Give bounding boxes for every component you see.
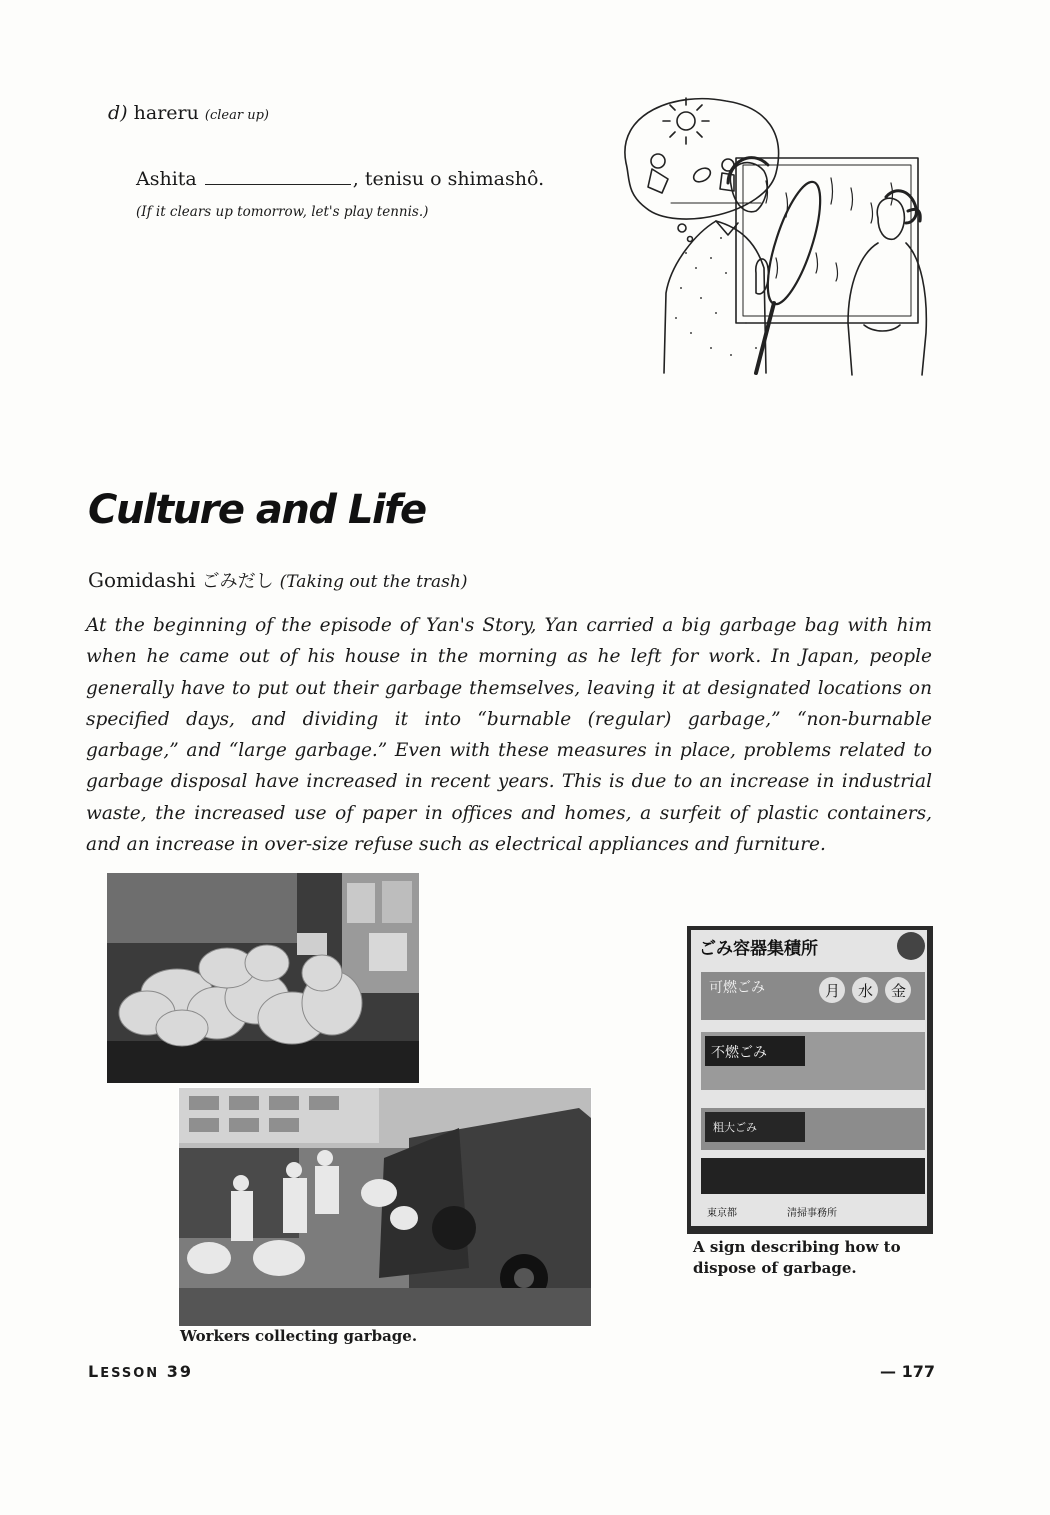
answer-blank[interactable] — [205, 166, 351, 185]
body-paragraph: At the beginning of the episode of Yan's Story, Yan carried a big garbage bag with him when he came out of his house in the morning as he left for work. In Japan, people generally have to put out their garbage themselves, leaving it at designated locations on specified days, and dividing it into “burnable (regular) garbage,” “non-burnable garbage,” and “large garbage.” Even with these measures in place, problems related to garbage disposal have increased in recent years. This is due to an increase in industrial waste, the increased use of paper in offices and homes, a surfeit of plastic containers, and an increase in over-size refuse such as electrical appliances and furniture. — [86, 615, 932, 856]
sign-nonburnable: 不燃ごみ — [711, 1045, 767, 1061]
exercise-gloss: (clear up) — [204, 108, 269, 123]
sign-title: ごみ容器集積所 — [699, 939, 818, 959]
exercise-letter: d) — [108, 102, 128, 124]
footer-lesson — [88, 1362, 193, 1381]
garbage-truck-photo — [178, 1087, 592, 1327]
exercise-word: hareru — [133, 102, 199, 124]
caption-workers: Workers collecting garbage. — [180, 1327, 418, 1345]
caption-sign: A sign describing how to dispose of garbage. — [693, 1238, 901, 1277]
sign-large: 粗大ごみ — [713, 1121, 757, 1134]
exercise-label — [108, 102, 269, 124]
subheading-english: (Taking out the trash) — [279, 572, 468, 592]
sign-issuer-2: 清掃事務所 — [787, 1208, 837, 1219]
sentence-end: , tenisu o shimashô. — [352, 168, 545, 190]
subheading-japanese: ごみだし — [201, 571, 274, 592]
footer-page-number: — 177 — [880, 1362, 935, 1381]
subheading — [88, 567, 467, 593]
section-title: Culture and Life — [88, 487, 426, 533]
exercise-sentence — [136, 166, 544, 190]
sign-day-1: 月 — [825, 982, 841, 1000]
garbage-bags-photo — [107, 873, 419, 1083]
subheading-romaji: Gomidashi — [88, 568, 196, 592]
footer-lesson-rest: ESSON — [100, 1366, 160, 1381]
footer-lesson-first: L — [88, 1362, 101, 1381]
footer-lesson-number: 39 — [166, 1362, 193, 1381]
garbage-sign-photo — [687, 926, 933, 1234]
sign-day-2: 水 — [858, 982, 874, 1000]
sign-burnable: 可燃ごみ — [709, 980, 765, 996]
sentence-start: Ashita — [136, 168, 197, 190]
exercise-translation: (If it clears up tomorrow, let's play tennis.) — [136, 204, 429, 220]
tennis-rain-illustration — [616, 93, 936, 383]
sign-day-3: 金 — [891, 982, 907, 1000]
sign-issuer-1: 東京都 — [707, 1208, 737, 1219]
